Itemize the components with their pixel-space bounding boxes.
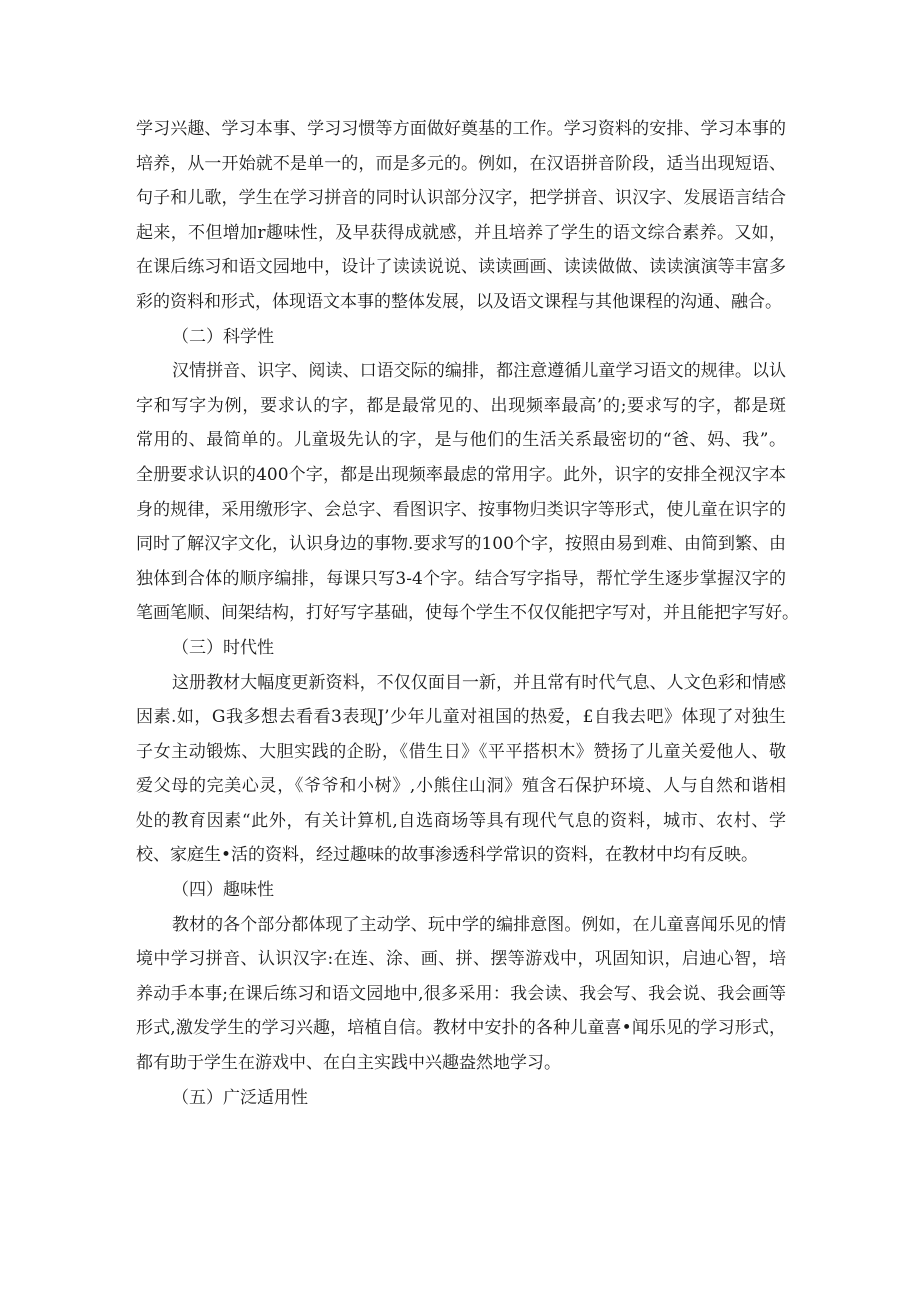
text-line: 笔画笔顺、间架结构，打好写字基础，使每个学生不仅仅能把字写对，并且能把字写好。 xyxy=(136,603,799,624)
text-line: 起来，不但增加r趣味性，及早获得成就感，并且培养了学生的语文综合素养。又如， xyxy=(136,222,786,243)
text-line: 处的教育因素“此外，有关计算机,自选商场等具有现代气息的资料，城市、农村、学 xyxy=(136,810,786,831)
text-line: 彩的资料和形式，体现语文本事的整体发展，以及语文课程与其他课程的沟通、融合。 xyxy=(136,291,782,312)
document-page xyxy=(136,112,799,1115)
text-line: 在课后练习和语文园地中，设计了读读说说、读读画画、读读做做、读读演演等丰富多 xyxy=(136,257,786,278)
paragraph-contemporary xyxy=(136,666,786,874)
text-line: 字和写字为例，要求认的字，都是最常见的、出现频率最高’的;要求写的字，都是斑 xyxy=(136,395,786,416)
section-heading-applicability: （五）广泛适用性 xyxy=(172,1087,308,1108)
text-line: 独体到合体的顺序编排，每课只写3-4个字。结合写字指导，帮忙学生逐步掌握汉字的 xyxy=(136,568,786,589)
text-line: 句子和儿歌，学生在学习拼音的同时认识部分汉字，把学拼音、识汉字、发展语言结合 xyxy=(136,188,786,209)
text-line: 都有助于学生在游戏中、在白主实践中兴趣盎然地学习。 xyxy=(136,1053,561,1074)
text-line: 身的规律，采用缴形字、会总字、看图识字、按事物归类识字等形式，使儿童在识字的 xyxy=(136,499,786,520)
paragraph-scientific xyxy=(136,354,799,631)
section-heading-scientific: （二）科学性 xyxy=(172,326,274,347)
text-line: 同时了解汉字文化，认识身边的事物.要求写的100个字，按照由易到难、由简到繁、由 xyxy=(136,534,786,555)
text-line: 汉情拼音、识字、阅读、口语交际的编排，都注意遵循儿童学习语文的规律。以认 xyxy=(172,361,786,382)
text-line: 校、家庭生•活的资料，经过趣味的故事渗透科学常识的资料，在教材中均有反映。 xyxy=(136,845,759,866)
paragraph-learning-foundation xyxy=(136,112,786,320)
text-line: 子女主动锻炼、大胆实践的企盼，《借生日》《平平搭枳木》赞扬了儿童关爱他人、敬 xyxy=(136,741,786,762)
text-line: 因素.如，G我多想去看看3表现J’少年儿童对祖国的热爱，£自我去吧》体现了对独生 xyxy=(136,707,786,728)
text-line: 常用的、最简单的。儿童圾先认的字，是与他们的生活关系最密切的“爸、妈、我”。 xyxy=(136,430,786,451)
text-line: 境中学习拼音、认识汉字:在连、涂、画、拼、摆等游戏中，巩固知识，启迪心智，培 xyxy=(136,949,786,970)
text-line: 这册教材大幅度更新资料，不仅仅面目一新，并且常有时代气息、人文色彩和情感 xyxy=(172,672,786,693)
text-line: 教材的各个部分都体现了主动学、玩中学的编排意图。例如，在儿童喜闻乐见的情 xyxy=(172,914,786,935)
text-line: 培养，从一开始就不是单一的，而是多元的。例如，在汉语拼音阶段，适当出现短语、 xyxy=(136,153,786,174)
section-heading-contemporary: （三）时代性 xyxy=(172,637,274,658)
text-line: 全册要求认识的400个字，都是出现频率最虑的常用字。此外，识字的安排全视汉字本 xyxy=(136,464,786,485)
section-heading-interest: （四）趣味性 xyxy=(172,880,274,901)
paragraph-interest xyxy=(136,908,786,1081)
text-line: 学习兴趣、学习本事、学习习惯等方面做好奠基的工作。学习资料的安排、学习本事的 xyxy=(136,119,786,139)
text-line: 养动手本事;在课后练习和语文园地中,很多采用：我会读、我会写、我会说、我会画等 xyxy=(136,983,786,1004)
text-line: 爱父母的完美心灵，《爷爷和小树》,小熊住山洞》殖含石保护环境、人与自然和谐相 xyxy=(136,776,786,797)
text-line: 形式,激发学生的学习兴趣，培植自信。教材中安扑的各种儿童喜•闻乐见的学习形式， xyxy=(136,1018,786,1039)
